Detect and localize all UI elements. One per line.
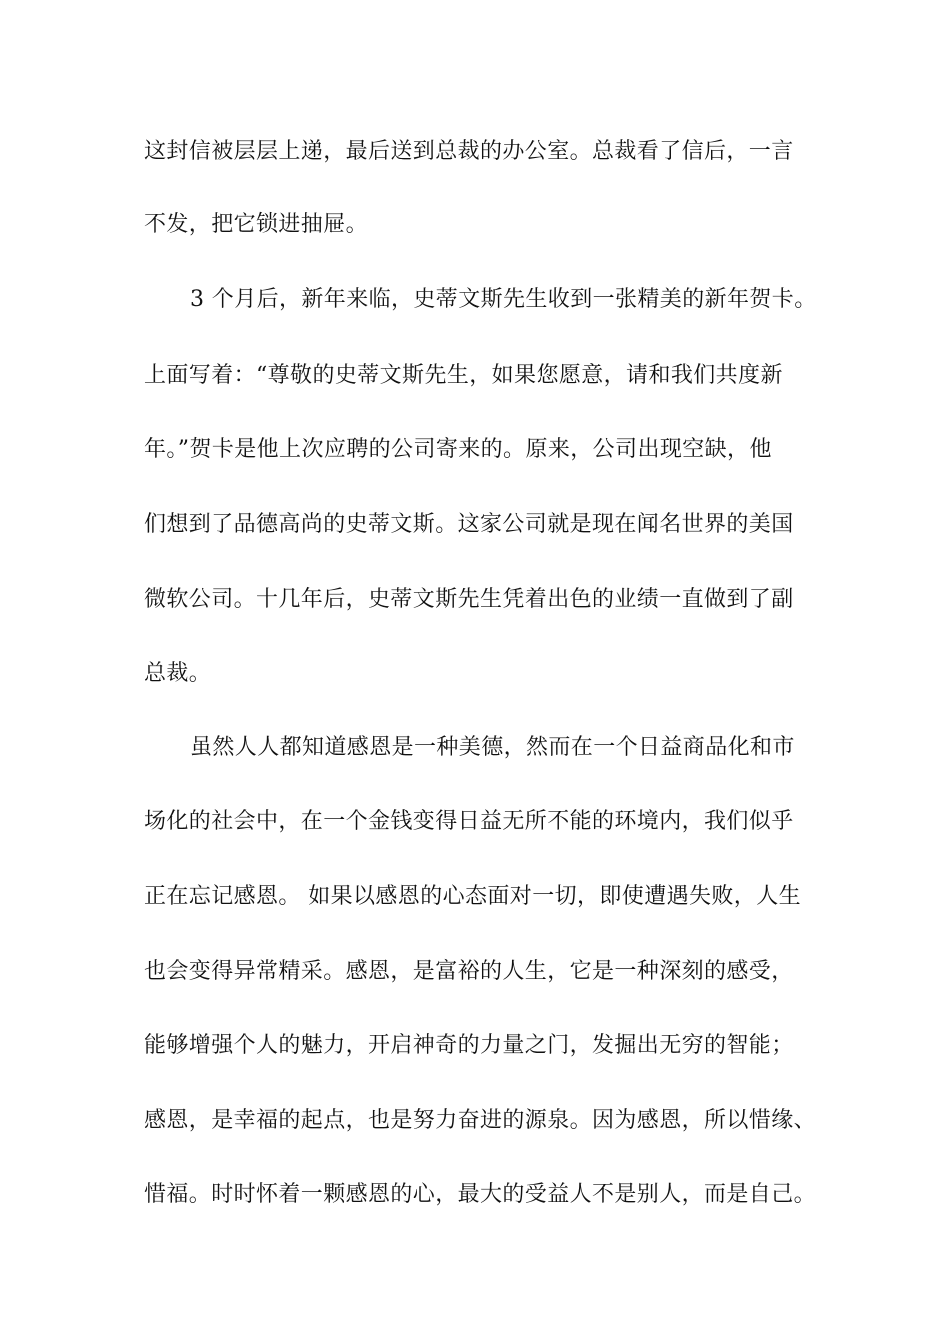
paragraph-2-line-4: 们想到了品德高尚的史蒂文斯。这家公司就是现在闻名世界的美国 [144, 512, 794, 537]
paragraph-3-line-4: 也会变得异常精采。感恩，是富裕的人生，它是一种深刻的感受， [144, 959, 794, 984]
paragraph-2-line-1: 3 个月后，新年来临，史蒂文斯先生收到一张精美的新年贺卡。 [190, 287, 817, 312]
paragraph-3-line-6: 感恩，是幸福的起点，也是努力奋进的源泉。因为感恩，所以惜缘、 [144, 1108, 817, 1133]
paragraph-1-line-2: 不发，把它锁进抽屉。 [144, 212, 369, 237]
paragraph-2-line-5: 微软公司。十几年后，史蒂文斯先生凭着出色的业绩一直做到了副 [144, 587, 794, 612]
paragraph-3-line-7: 惜福。时时怀着一颗感恩的心，最大的受益人不是别人，而是自己。 [144, 1182, 817, 1207]
paragraph-3-line-5: 能够增强个人的魅力，开启神奇的力量之门，发掘出无穷的智能； [144, 1033, 794, 1058]
paragraph-1-line-1: 这封信被层层上递，最后送到总裁的办公室。总裁看了信后，一言 [144, 139, 794, 164]
paragraph-3-line-2: 场化的社会中，在一个金钱变得日益无所不能的环境内，我们似乎 [144, 809, 794, 834]
paragraph-3-line-1: 虽然人人都知道感恩是一种美德，然而在一个日益商品化和市 [190, 735, 795, 760]
paragraph-2-line-6: 总裁。 [144, 661, 212, 686]
paragraph-3-line-3: 正在忘记感恩。 如果以感恩的心态面对一切，即使遭遇失败，人生 [144, 884, 801, 909]
paragraph-2-line-3: 年。”贺卡是他上次应聘的公司寄来的。原来，公司出现空缺，他 [144, 437, 772, 462]
paragraph-2-line-2: 上面写着：“尊敬的史蒂文斯先生，如果您愿意，请和我们共度新 [144, 363, 783, 388]
